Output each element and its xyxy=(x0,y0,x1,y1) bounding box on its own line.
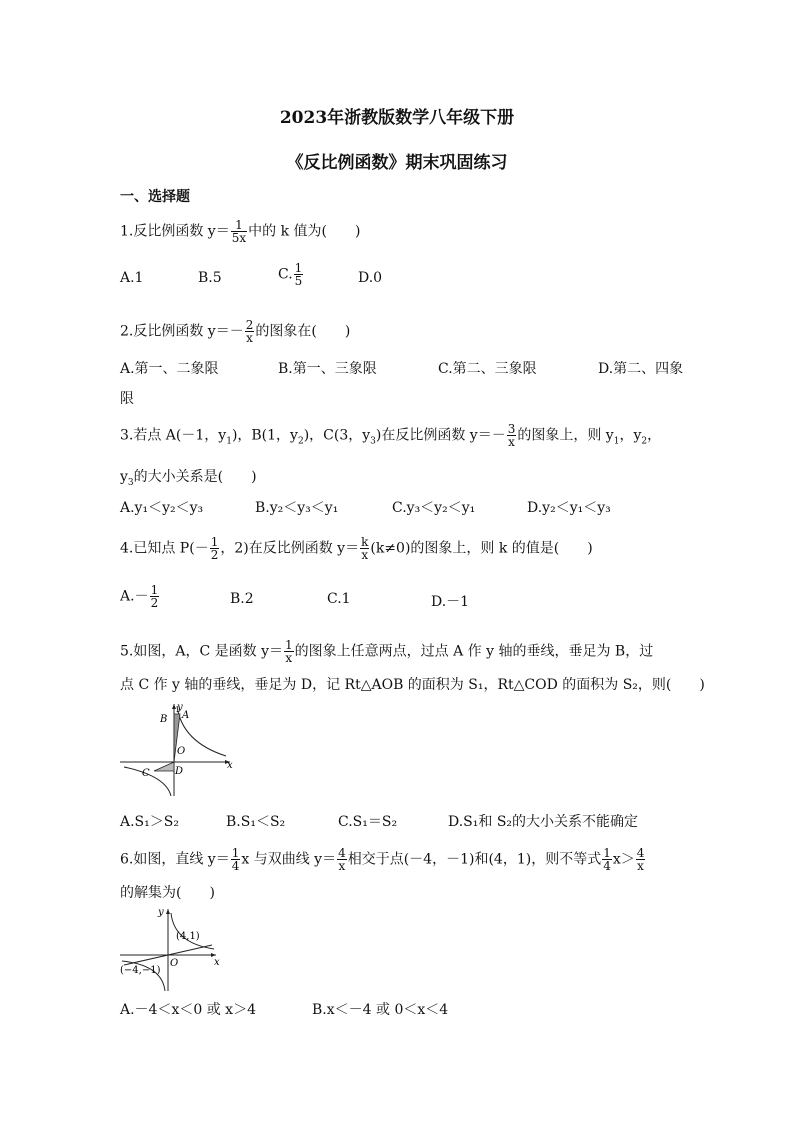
q5-option-a: A.S₁＞S₂ xyxy=(120,814,179,830)
q4-option-c: C.1 xyxy=(327,591,351,607)
question-6: 6.如图，直线 y＝ $\frac{1}{4}$ x 与双曲线 y＝ $\frac{4}{x}$ 相交于点(－4，－1)和(4，1)，则不等式 $\frac{1}{4}$ x＞ $\frac{4}{x}$ xyxy=(120,846,645,873)
q2-option-b: B.第一、三象限 xyxy=(278,361,377,377)
q6-option-a: A.－4＜x＜0 或 x＞4 xyxy=(120,1002,256,1018)
label-x: x xyxy=(214,957,220,968)
label-c: C xyxy=(142,768,150,779)
q5-figure xyxy=(118,700,238,800)
question-2: 2.反比例函数 y＝－ $\frac{2}{x}$ 的图象在( ) xyxy=(120,318,351,345)
label-y: y xyxy=(177,702,183,713)
q1-option-d: D.0 xyxy=(358,270,383,286)
triangle-cod xyxy=(154,762,174,771)
exam-subtitle: 《反比例函数》期末巩固练习 xyxy=(286,153,508,173)
question-3: 3.若点 A(－1，$y_1$)，B(1，$y_2$)，C(3，$y_3$)在反比例函数 y＝－ $\frac{3}{x}$ 的图象上，则 $y_1$，$y_2$， xyxy=(120,422,662,449)
label-point-2: (−4,−1) xyxy=(120,965,161,976)
q4-option-d: D.－1 xyxy=(431,594,470,610)
q4-option-b: B.2 xyxy=(230,591,254,607)
q2-option-a: A.第一、二象限 xyxy=(120,361,219,377)
q1-option-c: C. $\frac{1}{5}$ xyxy=(278,261,303,288)
exam-title: 2023年浙教版数学八年级下册 xyxy=(279,108,515,128)
question-5-cont: 点 C 作 y 轴的垂线，垂足为 D，记 Rt△AOB 的面积为 S₁，Rt△COD 的面积为 S₂，则( ) xyxy=(120,677,705,693)
q5-option-b: B.S₁＜S₂ xyxy=(226,814,286,830)
q5-option-c: C.S₁＝S₂ xyxy=(338,814,398,830)
section-heading: 一、选择题 xyxy=(120,189,190,205)
q2-option-d: D.第二、四象 xyxy=(598,361,684,377)
q1-option-a: A.1 xyxy=(120,270,144,286)
q3-option-a: A.y₁＜y₂＜y₃ xyxy=(120,500,204,516)
y-arrow-icon xyxy=(172,704,176,709)
label-b: B xyxy=(160,714,168,725)
question-3-cont: $y_3$的大小关系是( ) xyxy=(120,469,257,488)
q4-option-a: A.－ $\frac{1}{2}$ xyxy=(120,583,159,610)
q3-option-b: B.y₂＜y₃＜y₁ xyxy=(255,500,339,516)
y-arrow-icon xyxy=(166,909,170,914)
q5-option-d: D.S₁和 S₂的大小关系不能确定 xyxy=(448,814,639,830)
fraction: $\frac{1}{5x}$ xyxy=(231,218,247,245)
question-4: 4.已知点 P(－ $\frac{1}{2}$ ，2)在反比例函数 y＝ $\frac{k}{x}$ (k≠0)的图象上，则 k 的值是( ) xyxy=(120,535,593,562)
question-6-cont: 的解集为( ) xyxy=(120,885,215,901)
q2-option-c: C.第二、三象限 xyxy=(438,361,537,377)
label-point-1: (4,1) xyxy=(176,931,200,942)
label-y: y xyxy=(158,907,164,918)
q6-option-b: B.x＜－4 或 0＜x＜4 xyxy=(312,1002,449,1018)
question-1: 1.反比例函数 y＝ $\frac{1}{5x}$ 中的 k 值为( ) xyxy=(120,218,361,245)
q1-option-b: B.5 xyxy=(198,270,222,286)
q6-figure xyxy=(118,905,224,995)
label-x: x xyxy=(227,760,233,771)
q2-option-d-cont: 限 xyxy=(120,391,134,407)
question-5: 5.如图，A，C 是函数 y＝ $\frac{1}{x}$ 的图象上任意两点，过点 A 作 y 轴的垂线，垂足为 B，过 xyxy=(120,638,654,665)
q3-option-c: C.y₃＜y₂＜y₁ xyxy=(392,500,476,516)
label-o: O xyxy=(170,958,179,969)
label-o: O xyxy=(177,746,186,757)
q3-option-d: D.y₂＜y₁＜y₃ xyxy=(527,500,611,516)
label-d: D xyxy=(175,766,184,777)
label-a: A xyxy=(182,710,190,721)
